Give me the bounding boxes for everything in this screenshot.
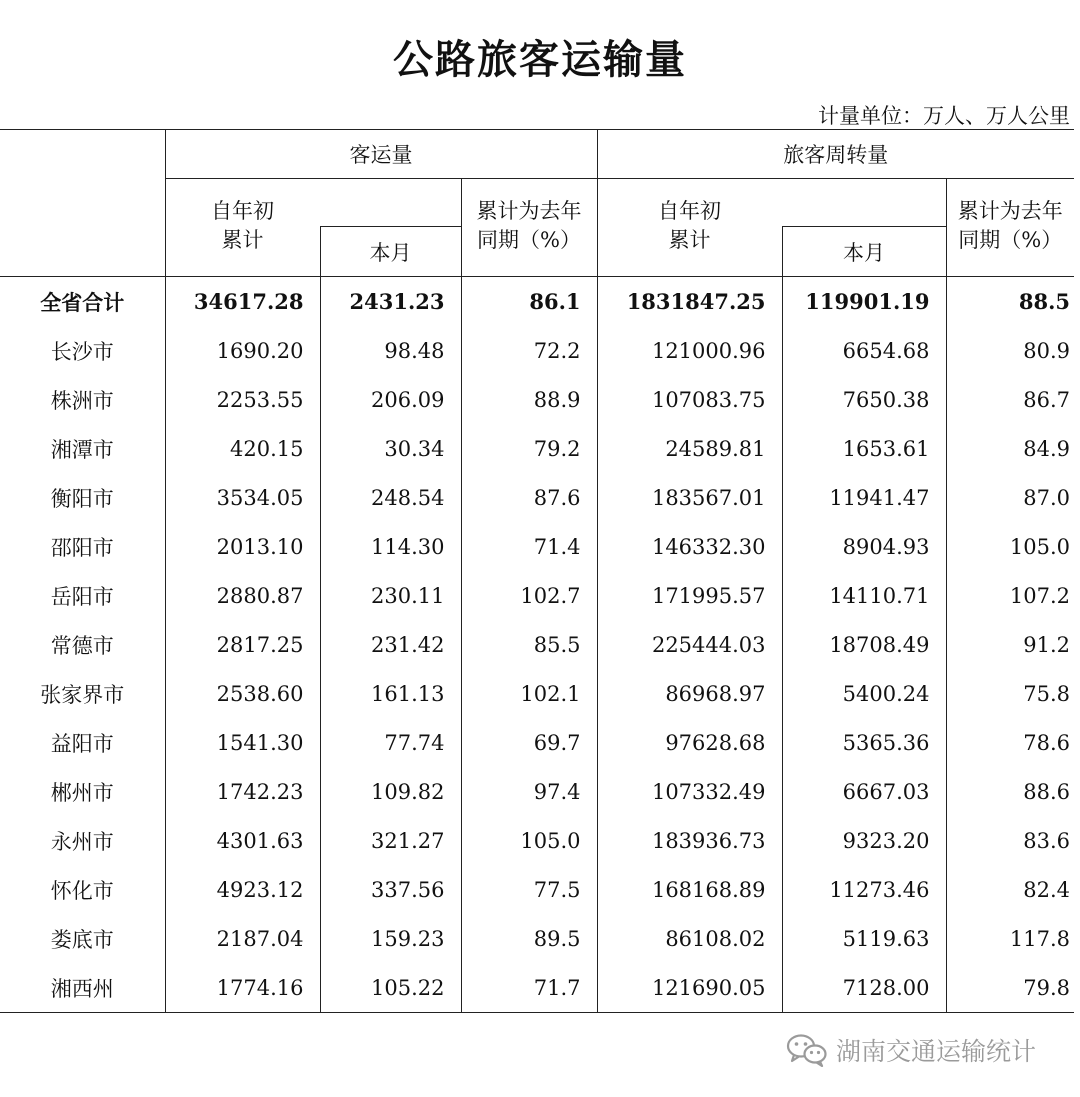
region-name: 衡阳市 xyxy=(50,486,114,511)
pv-ytd-cell: 2880.87 xyxy=(165,571,320,620)
pt-ytd-cell: 86108.02 xyxy=(597,914,782,963)
pt-yoy-cell: 82.4 xyxy=(946,865,1074,914)
pv-yoy-cell: 97.4 xyxy=(461,767,597,816)
passenger-transport-table xyxy=(0,129,1074,1013)
header-pv-yoy-line2: 同期（%） xyxy=(477,228,581,252)
header-pt-ytd-line2: 累计 xyxy=(668,228,711,252)
pt-month-cell: 7650.38 xyxy=(782,375,946,424)
header-pt-ytd-line1: 自年初 xyxy=(658,199,722,223)
pv-month-cell: 159.23 xyxy=(320,914,461,963)
header-pt-month-label: 本月 xyxy=(843,240,886,265)
pv-ytd-cell: 2538.60 xyxy=(165,669,320,718)
region-name: 湘西州 xyxy=(0,963,165,1013)
region-name: 常德市 xyxy=(50,633,114,658)
pt-month-cell: 8904.93 xyxy=(782,522,946,571)
pv-yoy-cell: 87.6 xyxy=(461,473,597,522)
pv-ytd-cell: 1690.20 xyxy=(165,326,320,375)
header-pv-month-label: 本月 xyxy=(369,240,412,265)
header-pt-ytd xyxy=(597,179,782,277)
header-pt-yoy-line2: 同期（%） xyxy=(958,228,1063,252)
pt-month-cell: 7128.00 xyxy=(782,963,946,1013)
pv-yoy-cell: 69.7 xyxy=(461,718,597,767)
pt-ytd-cell: 107083.75 xyxy=(597,375,782,424)
pt-yoy-cell: 117.8 xyxy=(946,914,1074,963)
pt-yoy-cell: 88.6 xyxy=(946,767,1074,816)
header-pv-spacer xyxy=(320,179,461,227)
header-corner xyxy=(0,130,165,277)
pv-month-cell: 30.34 xyxy=(320,424,461,473)
pv-ytd-cell: 34617.28 xyxy=(165,277,320,327)
pt-ytd-cell: 171995.57 xyxy=(597,571,782,620)
region-name: 邵阳市 xyxy=(50,535,114,560)
pv-yoy-cell: 86.1 xyxy=(461,277,597,327)
pt-month-cell: 14110.71 xyxy=(782,571,946,620)
pv-ytd-cell: 2817.25 xyxy=(165,620,320,669)
pv-month-cell: 230.11 xyxy=(320,571,461,620)
pt-yoy-cell: 91.2 xyxy=(946,620,1074,669)
pt-month-cell: 5400.24 xyxy=(782,669,946,718)
pt-ytd-cell: 146332.30 xyxy=(597,522,782,571)
pv-month-cell: 248.54 xyxy=(320,473,461,522)
pv-ytd-cell: 3534.05 xyxy=(165,473,320,522)
pv-yoy-cell: 72.2 xyxy=(461,326,597,375)
region-name: 郴州市 xyxy=(50,780,114,805)
table-row xyxy=(0,963,1074,1013)
pv-yoy-cell: 71.7 xyxy=(461,963,597,1013)
pt-month-cell: 11273.46 xyxy=(782,865,946,914)
wechat-icon xyxy=(786,1033,828,1067)
pv-month-cell: 161.13 xyxy=(320,669,461,718)
pv-ytd-cell: 2013.10 xyxy=(165,522,320,571)
table-row xyxy=(0,424,1074,473)
pt-yoy-cell: 83.6 xyxy=(946,816,1074,865)
pt-ytd-cell: 97628.68 xyxy=(597,718,782,767)
pt-yoy-cell: 87.0 xyxy=(946,473,1074,522)
table-row xyxy=(0,473,1074,522)
pv-ytd-cell: 1774.16 xyxy=(165,963,320,1013)
header-pv-yoy xyxy=(461,179,597,277)
table-row xyxy=(0,718,1074,767)
pt-ytd-cell: 86968.97 xyxy=(597,669,782,718)
pv-yoy-cell: 77.5 xyxy=(461,865,597,914)
header-pt-month xyxy=(782,227,946,277)
table-row xyxy=(0,914,1074,963)
table-body xyxy=(0,277,1074,1013)
pt-ytd-cell: 168168.89 xyxy=(597,865,782,914)
table-row xyxy=(0,375,1074,424)
pv-yoy-cell: 88.9 xyxy=(461,375,597,424)
pt-month-cell: 5119.63 xyxy=(782,914,946,963)
pt-ytd-cell: 183936.73 xyxy=(597,816,782,865)
pv-month-cell: 114.30 xyxy=(320,522,461,571)
watermark xyxy=(786,1030,1036,1070)
pt-ytd-cell: 183567.01 xyxy=(597,473,782,522)
pt-month-cell: 6667.03 xyxy=(782,767,946,816)
pv-ytd-cell: 1742.23 xyxy=(165,767,320,816)
pv-month-cell: 109.82 xyxy=(320,767,461,816)
pt-month-cell: 6654.68 xyxy=(782,326,946,375)
pv-yoy-cell: 71.4 xyxy=(461,522,597,571)
pt-yoy-cell: 80.9 xyxy=(946,326,1074,375)
pv-yoy-cell: 85.5 xyxy=(461,620,597,669)
region-name: 全省合计 xyxy=(40,289,125,315)
pv-month-cell: 2431.23 xyxy=(320,277,461,327)
pt-month-cell: 5365.36 xyxy=(782,718,946,767)
pt-yoy-cell: 84.9 xyxy=(946,424,1074,473)
header-pt-spacer xyxy=(782,179,946,227)
table-row xyxy=(0,669,1074,718)
header-pv-month xyxy=(320,227,461,277)
pv-ytd-cell: 1541.30 xyxy=(165,718,320,767)
pt-yoy-cell: 75.8 xyxy=(946,669,1074,718)
header-pt-yoy-line1: 累计为去年 xyxy=(957,199,1063,223)
unit-label: 计量单位：万人、万人公里 xyxy=(818,104,1070,128)
pt-yoy-cell: 105.0 xyxy=(946,522,1074,571)
pv-ytd-cell: 4923.12 xyxy=(165,865,320,914)
header-pv-yoy-line1: 累计为去年 xyxy=(476,199,582,223)
region-name: 娄底市 xyxy=(50,927,114,952)
pt-yoy-cell: 88.5 xyxy=(946,277,1074,327)
table-row xyxy=(0,571,1074,620)
pv-month-cell: 105.22 xyxy=(320,963,461,1013)
region-name: 永州市 xyxy=(50,829,114,854)
pv-ytd-cell: 420.15 xyxy=(165,424,320,473)
pv-month-cell: 231.42 xyxy=(320,620,461,669)
table-row xyxy=(0,767,1074,816)
pt-month-cell: 11941.47 xyxy=(782,473,946,522)
pv-yoy-cell: 102.7 xyxy=(461,571,597,620)
pv-month-cell: 321.27 xyxy=(320,816,461,865)
pt-yoy-cell: 86.7 xyxy=(946,375,1074,424)
region-name: 怀化市 xyxy=(50,878,114,903)
header-pv-ytd xyxy=(165,179,320,277)
region-name: 益阳市 xyxy=(50,731,114,756)
table-row-total xyxy=(0,277,1074,327)
region-name: 岳阳市 xyxy=(50,584,114,609)
pt-ytd-cell: 121000.96 xyxy=(597,326,782,375)
pv-yoy-cell: 105.0 xyxy=(461,816,597,865)
page-title: 公路旅客运输量 xyxy=(393,36,687,83)
pt-ytd-cell: 24589.81 xyxy=(597,424,782,473)
header-pv-ytd-line2: 累计 xyxy=(221,228,264,252)
pt-yoy-cell: 78.6 xyxy=(946,718,1074,767)
header-passenger-turnover-label: 旅客周转量 xyxy=(783,143,889,167)
pv-month-cell: 98.48 xyxy=(320,326,461,375)
table-row xyxy=(0,865,1074,914)
pt-ytd-cell: 1831847.25 xyxy=(597,277,782,327)
pt-yoy-cell: 79.8 xyxy=(946,963,1074,1013)
pv-month-cell: 206.09 xyxy=(320,375,461,424)
pv-ytd-cell: 4301.63 xyxy=(165,816,320,865)
table-row xyxy=(0,326,1074,375)
pv-yoy-cell: 89.5 xyxy=(461,914,597,963)
header-passenger-volume xyxy=(165,130,597,179)
region-name: 湘潭市 xyxy=(50,437,114,462)
pt-month-cell: 9323.20 xyxy=(782,816,946,865)
pv-yoy-cell: 79.2 xyxy=(461,424,597,473)
pt-month-cell: 1653.61 xyxy=(782,424,946,473)
region-name: 株洲市 xyxy=(50,388,114,413)
region-name: 张家界市 xyxy=(40,682,125,707)
pt-ytd-cell: 121690.05 xyxy=(597,963,782,1013)
pv-ytd-cell: 2253.55 xyxy=(165,375,320,424)
pt-yoy-cell: 107.2 xyxy=(946,571,1074,620)
table-row xyxy=(0,522,1074,571)
header-passenger-volume-label: 客运量 xyxy=(349,143,413,167)
pv-month-cell: 77.74 xyxy=(320,718,461,767)
pt-ytd-cell: 107332.49 xyxy=(597,767,782,816)
header-pt-yoy xyxy=(946,179,1074,277)
header-passenger-turnover xyxy=(597,130,1074,179)
pv-yoy-cell: 102.1 xyxy=(461,669,597,718)
pt-ytd-cell: 225444.03 xyxy=(597,620,782,669)
table-row xyxy=(0,816,1074,865)
region-name: 长沙市 xyxy=(50,339,114,364)
watermark-text: 湖南交通运输统计 xyxy=(836,1037,1037,1066)
pv-month-cell: 337.56 xyxy=(320,865,461,914)
table-row xyxy=(0,620,1074,669)
header-pv-ytd-line1: 自年初 xyxy=(211,199,274,223)
pv-ytd-cell: 2187.04 xyxy=(165,914,320,963)
pt-month-cell: 119901.19 xyxy=(782,277,946,327)
pt-month-cell: 18708.49 xyxy=(782,620,946,669)
